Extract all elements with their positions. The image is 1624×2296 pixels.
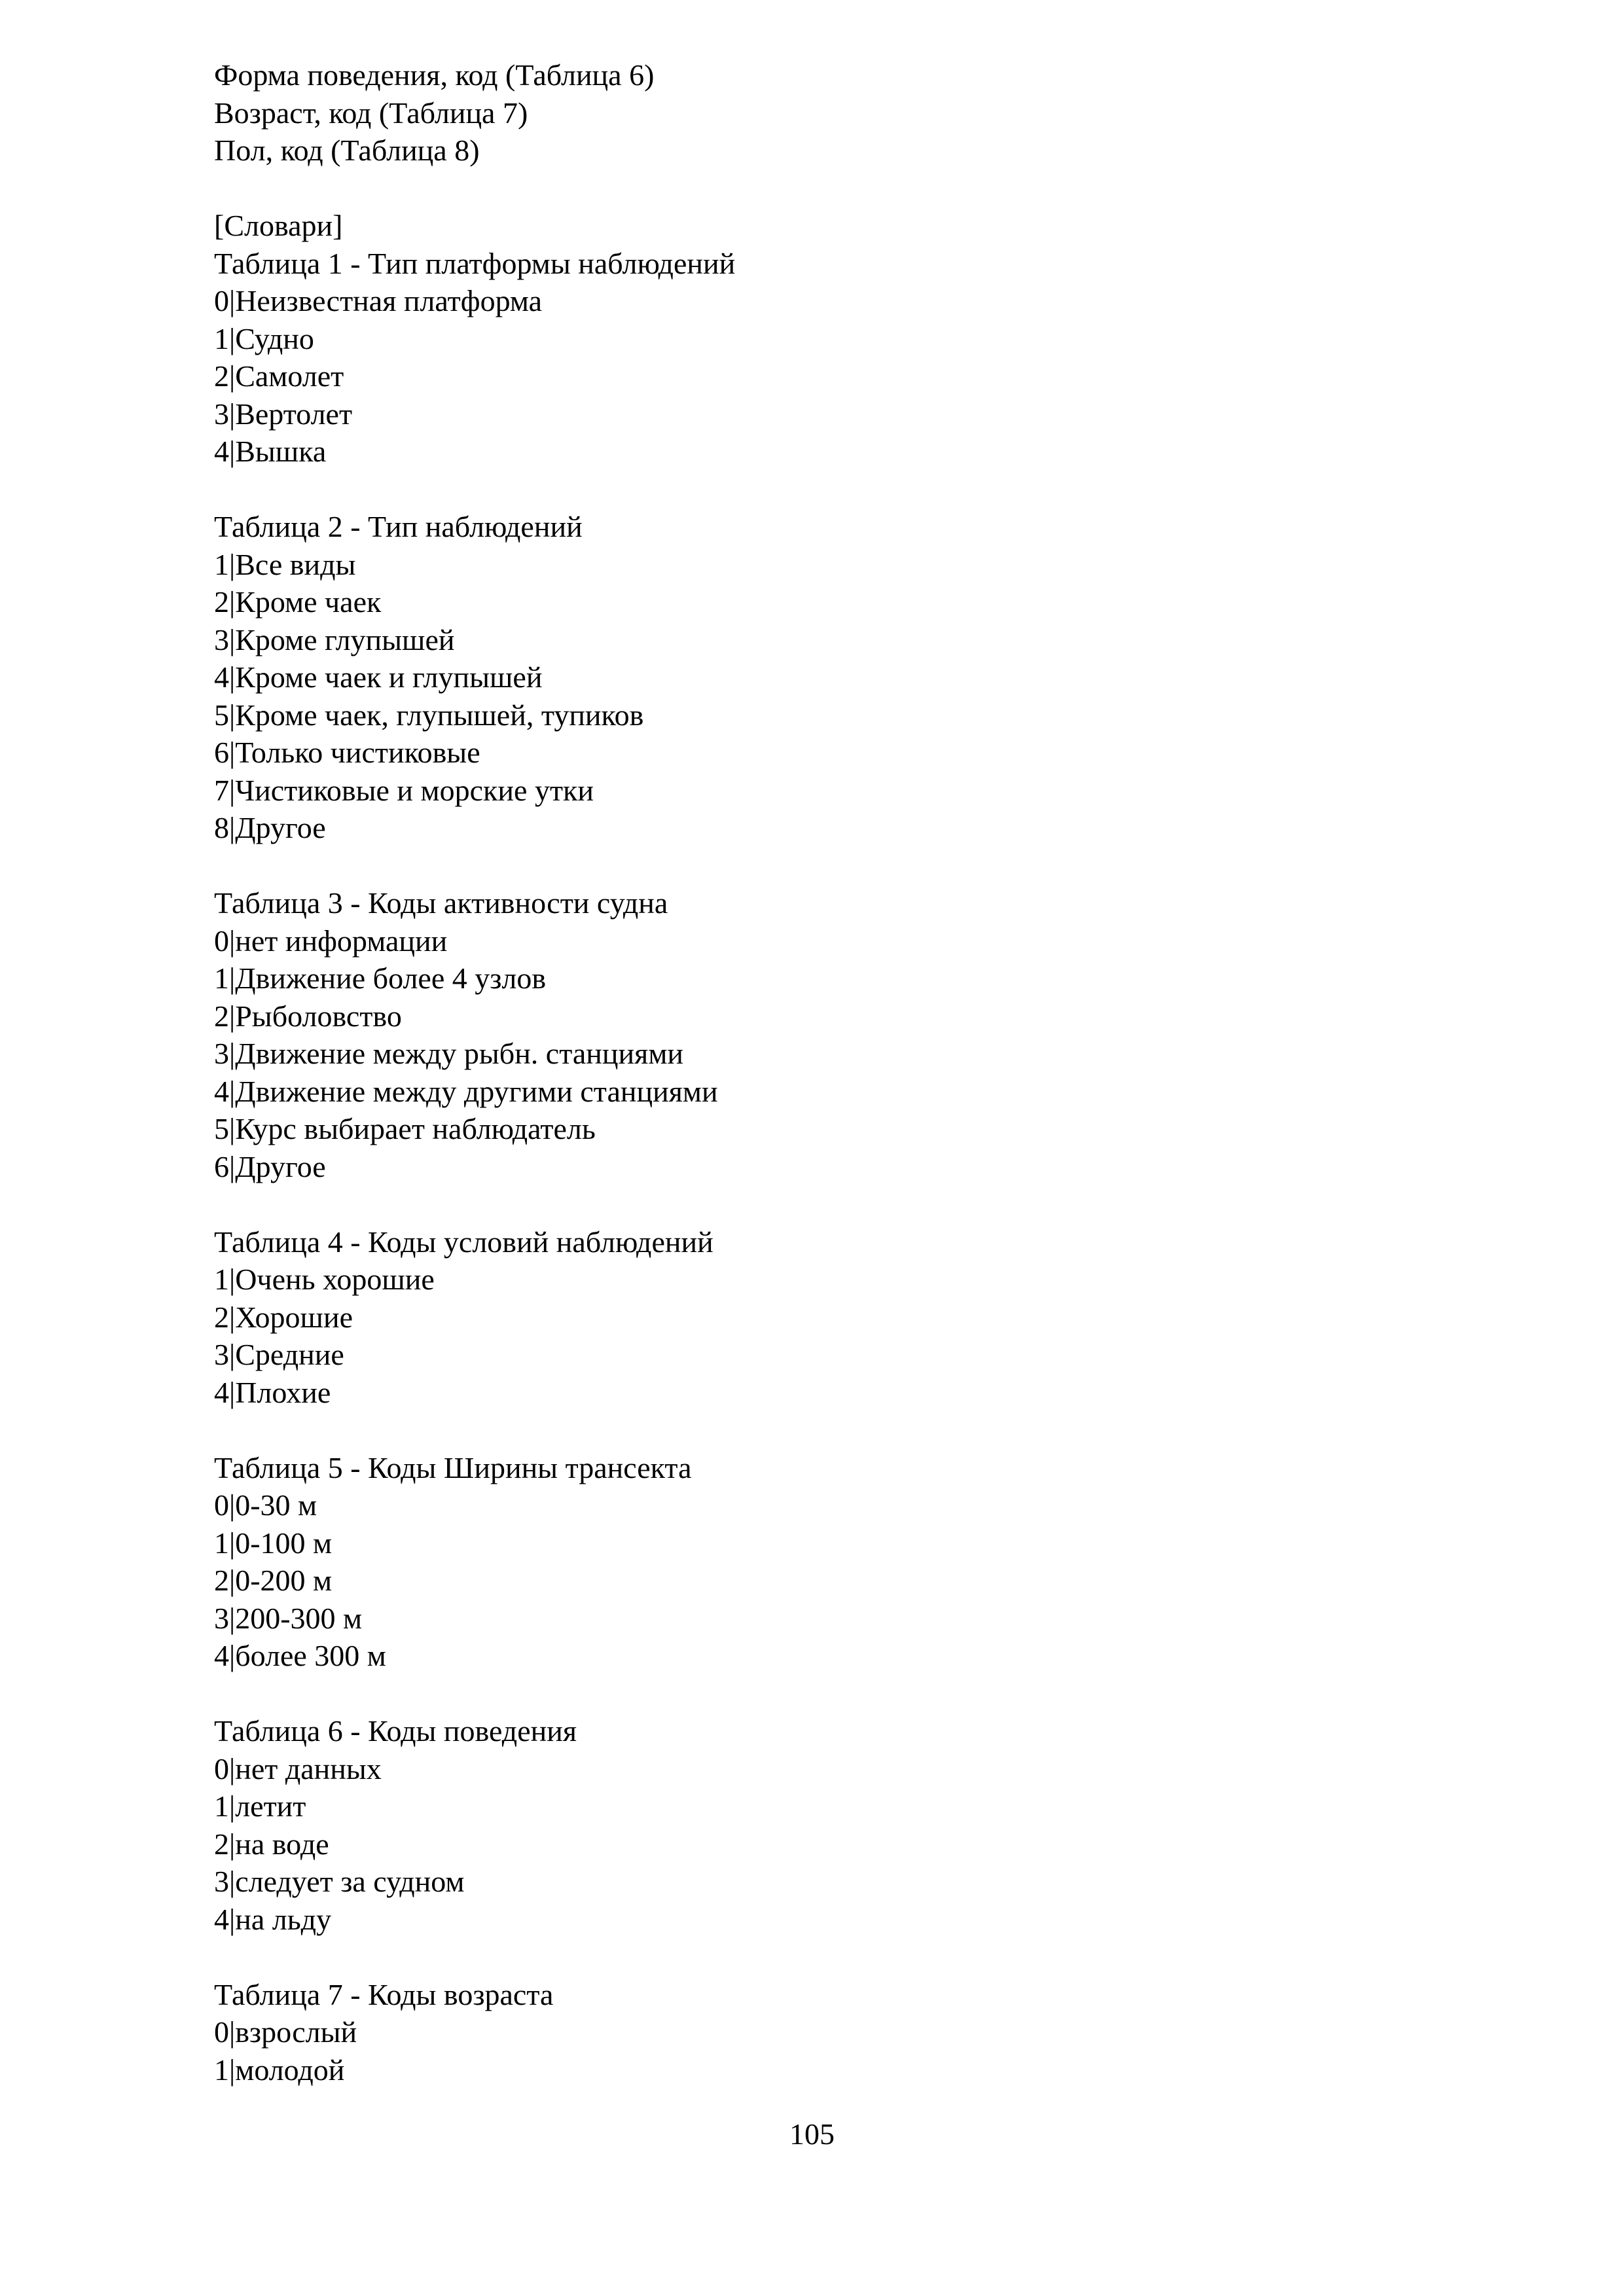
dictionary-table-4	[214, 1223, 1458, 1412]
table-row: 1|Все виды	[214, 547, 356, 581]
table-title: Таблица 4 - Коды условий наблюдений	[214, 1225, 713, 1259]
table-row: 2|Рыболовство	[214, 999, 402, 1033]
table-row: 2|Кроме чаек	[214, 585, 382, 619]
table-row: 5|Курс выбирает наблюдатель	[214, 1112, 596, 1145]
table-row: 3|следует за судном	[214, 1865, 465, 1898]
dictionary-table-7	[214, 1976, 1458, 2089]
table-row: 2|Хорошие	[214, 1300, 353, 1334]
header-lines	[214, 56, 1458, 170]
table-row: 2|на воде	[214, 1827, 329, 1861]
table-row: 7|Чистиковые и морские утки	[214, 773, 594, 807]
table-row: 3|200-300 м	[214, 1601, 363, 1635]
page-content	[214, 56, 1458, 2089]
table-row: 1|Движение более 4 узлов	[214, 961, 547, 995]
table-row: 4|более 300 м	[214, 1639, 386, 1672]
table-title: Таблица 6 - Коды поведения	[214, 1714, 577, 1748]
header-line: Пол, код (Таблица 8)	[214, 134, 480, 167]
table-title: Таблица 2 - Тип наблюдений	[214, 510, 583, 543]
table-title: Таблица 7 - Коды возраста	[214, 1977, 554, 2011]
table-row: 6|Только чистиковые	[214, 736, 480, 769]
spacer	[214, 170, 1458, 207]
table-row: 2|0-200 м	[214, 1564, 333, 1597]
table-row: 1|0-100 м	[214, 1526, 333, 1560]
table-row: 2|Самолет	[214, 359, 344, 393]
table-title: Таблица 3 - Коды активности судна	[214, 886, 668, 920]
table-row: 4|Кроме чаек и глупышей	[214, 660, 543, 694]
spacer	[214, 847, 1458, 885]
table-row: 1|Очень хорошие	[214, 1263, 435, 1296]
table-row: 8|Другое	[214, 811, 326, 844]
spacer	[214, 1185, 1458, 1223]
table-row: 0|Неизвестная платформа	[214, 284, 543, 317]
dictionary-table-3	[214, 884, 1458, 1185]
table-row: 1|летит	[214, 1789, 306, 1823]
table-title: Таблица 5 - Коды Ширины трансекта	[214, 1450, 692, 1484]
table-row: 4|Плохие	[214, 1375, 331, 1409]
header-line: Возраст, код (Таблица 7)	[214, 96, 528, 130]
table-row: 0|0-30 м	[214, 1488, 317, 1522]
spacer	[214, 1938, 1458, 1976]
table-row: 0|нет информации	[214, 924, 448, 958]
section-heading: [Словари]	[214, 209, 343, 242]
table-row: 3|Вертолет	[214, 397, 353, 431]
table-title: Таблица 1 - Тип платформы наблюдений	[214, 246, 736, 280]
dictionary-table-2	[214, 508, 1458, 847]
table-row: 0|нет данных	[214, 1751, 382, 1785]
table-row: 1|молодой	[214, 2053, 345, 2087]
dictionary-table-1	[214, 245, 1458, 471]
table-row: 0|взрослый	[214, 2015, 357, 2049]
table-row: 3|Движение между рыбн. станциями	[214, 1037, 684, 1070]
spacer	[214, 1411, 1458, 1449]
spacer	[214, 1675, 1458, 1713]
table-row: 3|Средние	[214, 1338, 344, 1371]
dictionary-table-6	[214, 1712, 1458, 1938]
table-row: 4|Движение между другими станциями	[214, 1074, 718, 1108]
table-row: 1|Судно	[214, 321, 314, 355]
header-line: Форма поведения, код (Таблица 6)	[214, 58, 655, 92]
dictionary-table-5	[214, 1449, 1458, 1675]
spacer	[214, 471, 1458, 509]
page-number: 105	[789, 2117, 835, 2151]
table-row: 4|на льду	[214, 1902, 332, 1936]
table-row: 5|Кроме чаек, глупышей, тупиков	[214, 698, 644, 732]
table-row: 6|Другое	[214, 1149, 326, 1183]
table-row: 4|Вышка	[214, 435, 327, 468]
table-row: 3|Кроме глупышей	[214, 622, 455, 656]
